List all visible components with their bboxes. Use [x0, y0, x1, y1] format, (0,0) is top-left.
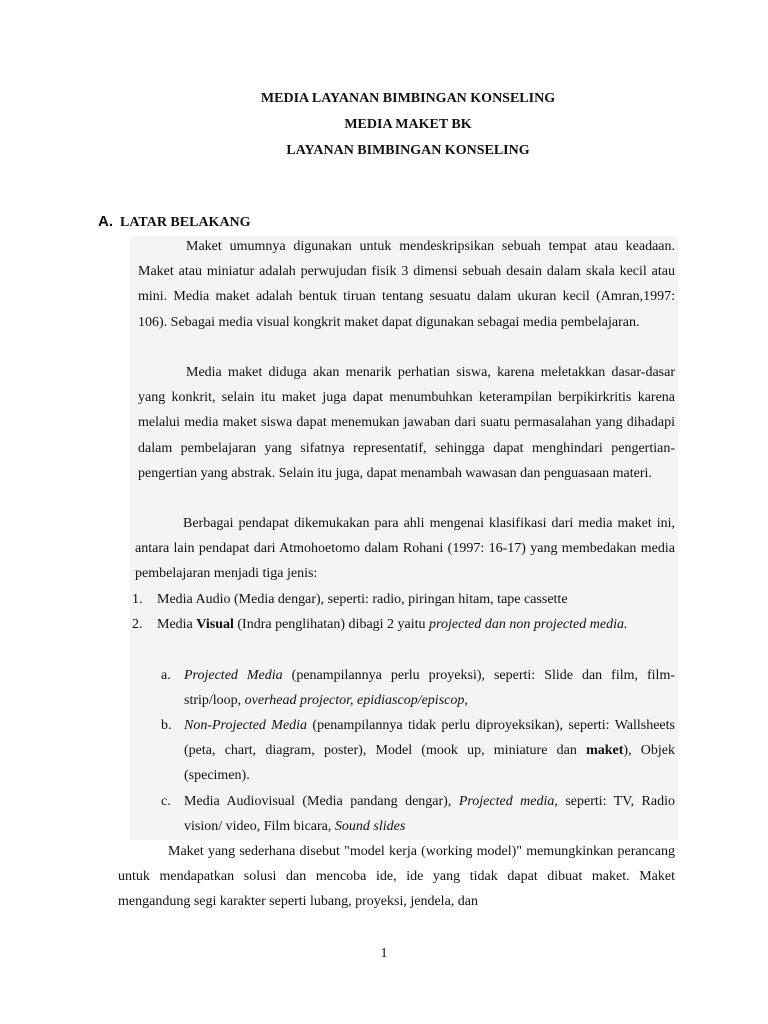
sublist-item-c-italic-1: Projected media,: [458, 794, 558, 809]
paragraph-4-text: Maket yang sederhana disebut "model kerja (working model)" memungkinkan perancang untuk mendapatkan solusi dan mencoba ide, ide yang tidak dapat dibuat maket. Maket mengandung segi karakter seperti lubang, proyeksi, jendela, dan: [118, 844, 675, 910]
sublist-item-c-text-2: seperti: TV, Radio vision/ video, Film bicara,: [184, 794, 675, 835]
sublist-item-a-italic-2: overhead projector, epidiascop/episcop,: [244, 693, 468, 709]
document-subtitle: MEDIA MAKET BK: [344, 117, 472, 132]
list-item-1: Media Audio (Media dengar), seperti: radio, piringan hitam, tape cassette: [157, 592, 568, 607]
paragraph-1: [138, 234, 675, 335]
section-heading: [98, 212, 251, 233]
paragraph-3-text: Berbagai pendapat dikemukakan para ahli mengenai klasifikasi dari media maket ini, antara lain pendapat dari Atmohoetomo dalam Rohani (1997: 16-17) yang membedakan media pembelajaran menjadi tiga jenis:: [135, 516, 675, 582]
list-item-2-text-a: Media: [157, 617, 197, 632]
sublist-item-b-bold: maket: [586, 743, 624, 759]
sublist-item-a-italic-1: Projected Media: [184, 668, 283, 683]
sublist-marker-b: b.: [161, 718, 172, 733]
list-item-2-bold: Visual: [196, 617, 234, 632]
list-item-2-text-b: (Indra penglihatan) dibagi 2 yaitu: [233, 617, 430, 632]
sublist-item-b-text-1: (penampilannya tidak perlu diproyeksikan), seperti: Wallsheets (peta, chart, diagram, poster), Model (mook up, miniature dan: [184, 718, 675, 759]
paragraph-1-text: Maket umumnya digunakan untuk mendeskripsikan sebuah tempat atau keadaan. Maket atau miniatur adalah perwujudan fisik 3 dimensi sebuah desain dalam skala kecil atau mini. Media maket adalah bentuk tiruan tentang sesuatu dalam ukuran kecil (Amran,1997: 106). Sebagai media visual kongkrit maket dapat digunakan sebagai media pembelajaran.: [138, 239, 675, 330]
page-number: 1: [380, 946, 388, 961]
document-subtitle-2: LAYANAN BIMBINGAN KONSELING: [286, 143, 530, 158]
paragraph-2-text: Media maket diduga akan menarik perhatian siswa, karena meletakkan dasar-dasar yang konkrit, selain itu maket juga dapat menumbuhkan keterampilan berpikirkritis karena melalui media maket siswa dapat menemukan jawaban dari suatu permasalahan yang dihadapi dalam pembelajaran yang sifatnya representatif, sehingga dapat menghindari pengertian-pengertian yang abstrak. Selain itu juga, dapat menambah wawasan dan penguasaan materi.: [138, 365, 675, 481]
sublist-item-b-text-2: ), Objek (specimen).: [184, 743, 675, 784]
sublist-item-c-italic-2: Sound slides: [334, 819, 406, 835]
document-title: MEDIA LAYANAN BIMBINGAN KONSELING: [260, 91, 556, 106]
list-marker-1: 1.: [132, 592, 143, 607]
sublist-marker-c: c.: [161, 794, 171, 809]
sublist-marker-a: a.: [161, 668, 171, 683]
section-heading-text: LATAR BELAKANG: [120, 215, 251, 230]
list-marker-2: 2.: [132, 617, 143, 632]
sublist-item-b: [184, 713, 675, 789]
sublist-item-a: [184, 663, 675, 713]
list-item-2: [157, 612, 675, 637]
sublist-item-a-text: (penampilannya perlu proyeksi), seperti: Slide dan film, film-strip/loop,: [184, 668, 675, 709]
section-letter: A.: [98, 213, 113, 230]
paragraph-3: [135, 511, 675, 587]
sublist-item-c: [184, 789, 675, 839]
paragraph-4: [118, 839, 675, 915]
list-item-2-italic: projected dan non projected media.: [429, 617, 628, 632]
title-block: [0, 86, 768, 164]
sublist-item-c-text-1: Media Audiovisual (Media pandang dengar),: [184, 794, 459, 809]
paragraph-2: [138, 360, 675, 486]
sublist-item-b-italic: Non-Projected Media: [184, 718, 308, 733]
